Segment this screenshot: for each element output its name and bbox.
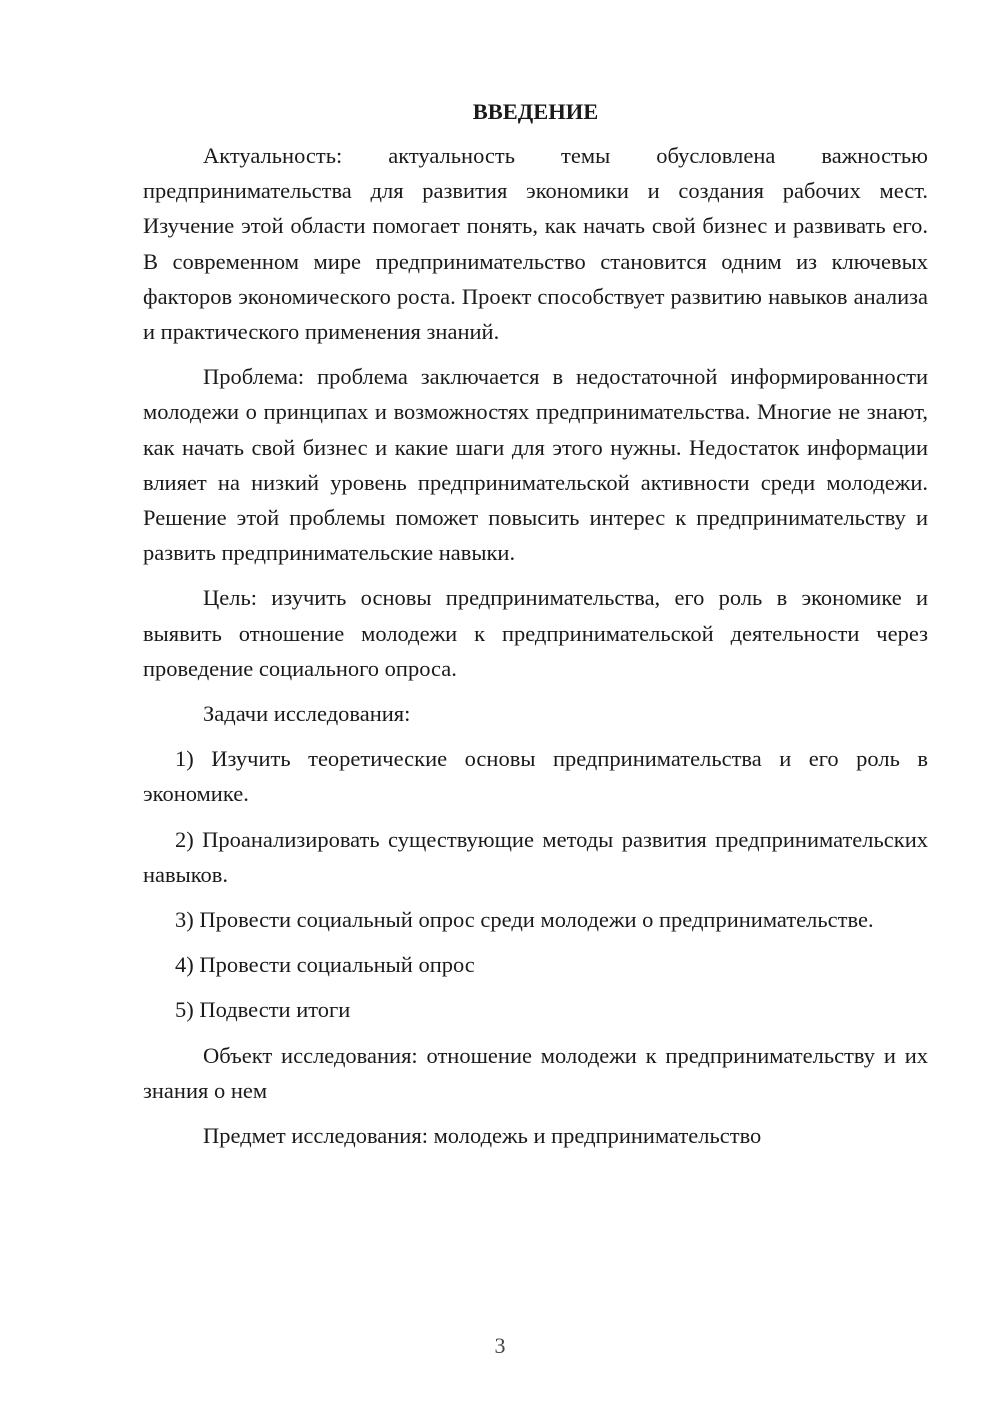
page-number: 3 — [494, 1333, 506, 1358]
task-item-4: 4) Провести социальный опрос — [175, 952, 475, 978]
paragraph-subject: Предмет исследования: молодежь и предпринимательство — [203, 1123, 762, 1149]
paragraph-problem: Проблема: проблема заключается в недостаточной информированности молодежи о принципах и возможностях предпринимательства. Многие не знают, как начать свой бизнес и какие шаги для этого нужны. Недостаток информации влияет на низкий уровень предпринимательской активности среди молодежи. Решение этой проблемы поможет повысить интерес к предпринимательству и развить предпринимательские навыки. — [143, 364, 928, 566]
page-title: ВВЕДЕНИЕ — [472, 99, 599, 124]
task-item-5: 5) Подвести итоги — [175, 997, 351, 1023]
paragraph-object: Объект исследования: отношение молодежи к предпринимательству и их знания о нем — [143, 1042, 928, 1103]
tasks-heading: Задачи исследования: — [203, 701, 411, 727]
task-item-1: 1) Изучить теоретические основы предпринимательства и его роль в экономике. — [143, 746, 928, 807]
task-item-3: 3) Провести социальный опрос среди молодежи о предпринимательстве. — [175, 907, 874, 933]
paragraph-relevance: Актуальность: актуальность темы обусловлена важностью предпринимательства для развития экономики и создания рабочих мест. Изучение этой области помогает понять, как начать свой бизнес и развивать его. В современном мире предпринимательство становится одним из ключевых факторов экономического роста. Проект способствует развитию навыков анализа и практического применения знаний. — [143, 143, 928, 345]
paragraph-goal: Цель: изучить основы предпринимательства, его роль в экономике и выявить отношение молодежи к предпринимательской деятельности через проведение социального опроса. — [143, 585, 928, 681]
document-body — [143, 94, 928, 1163]
task-item-2: 2) Проанализировать существующие методы развития предпринимательских навыков. — [143, 826, 928, 887]
